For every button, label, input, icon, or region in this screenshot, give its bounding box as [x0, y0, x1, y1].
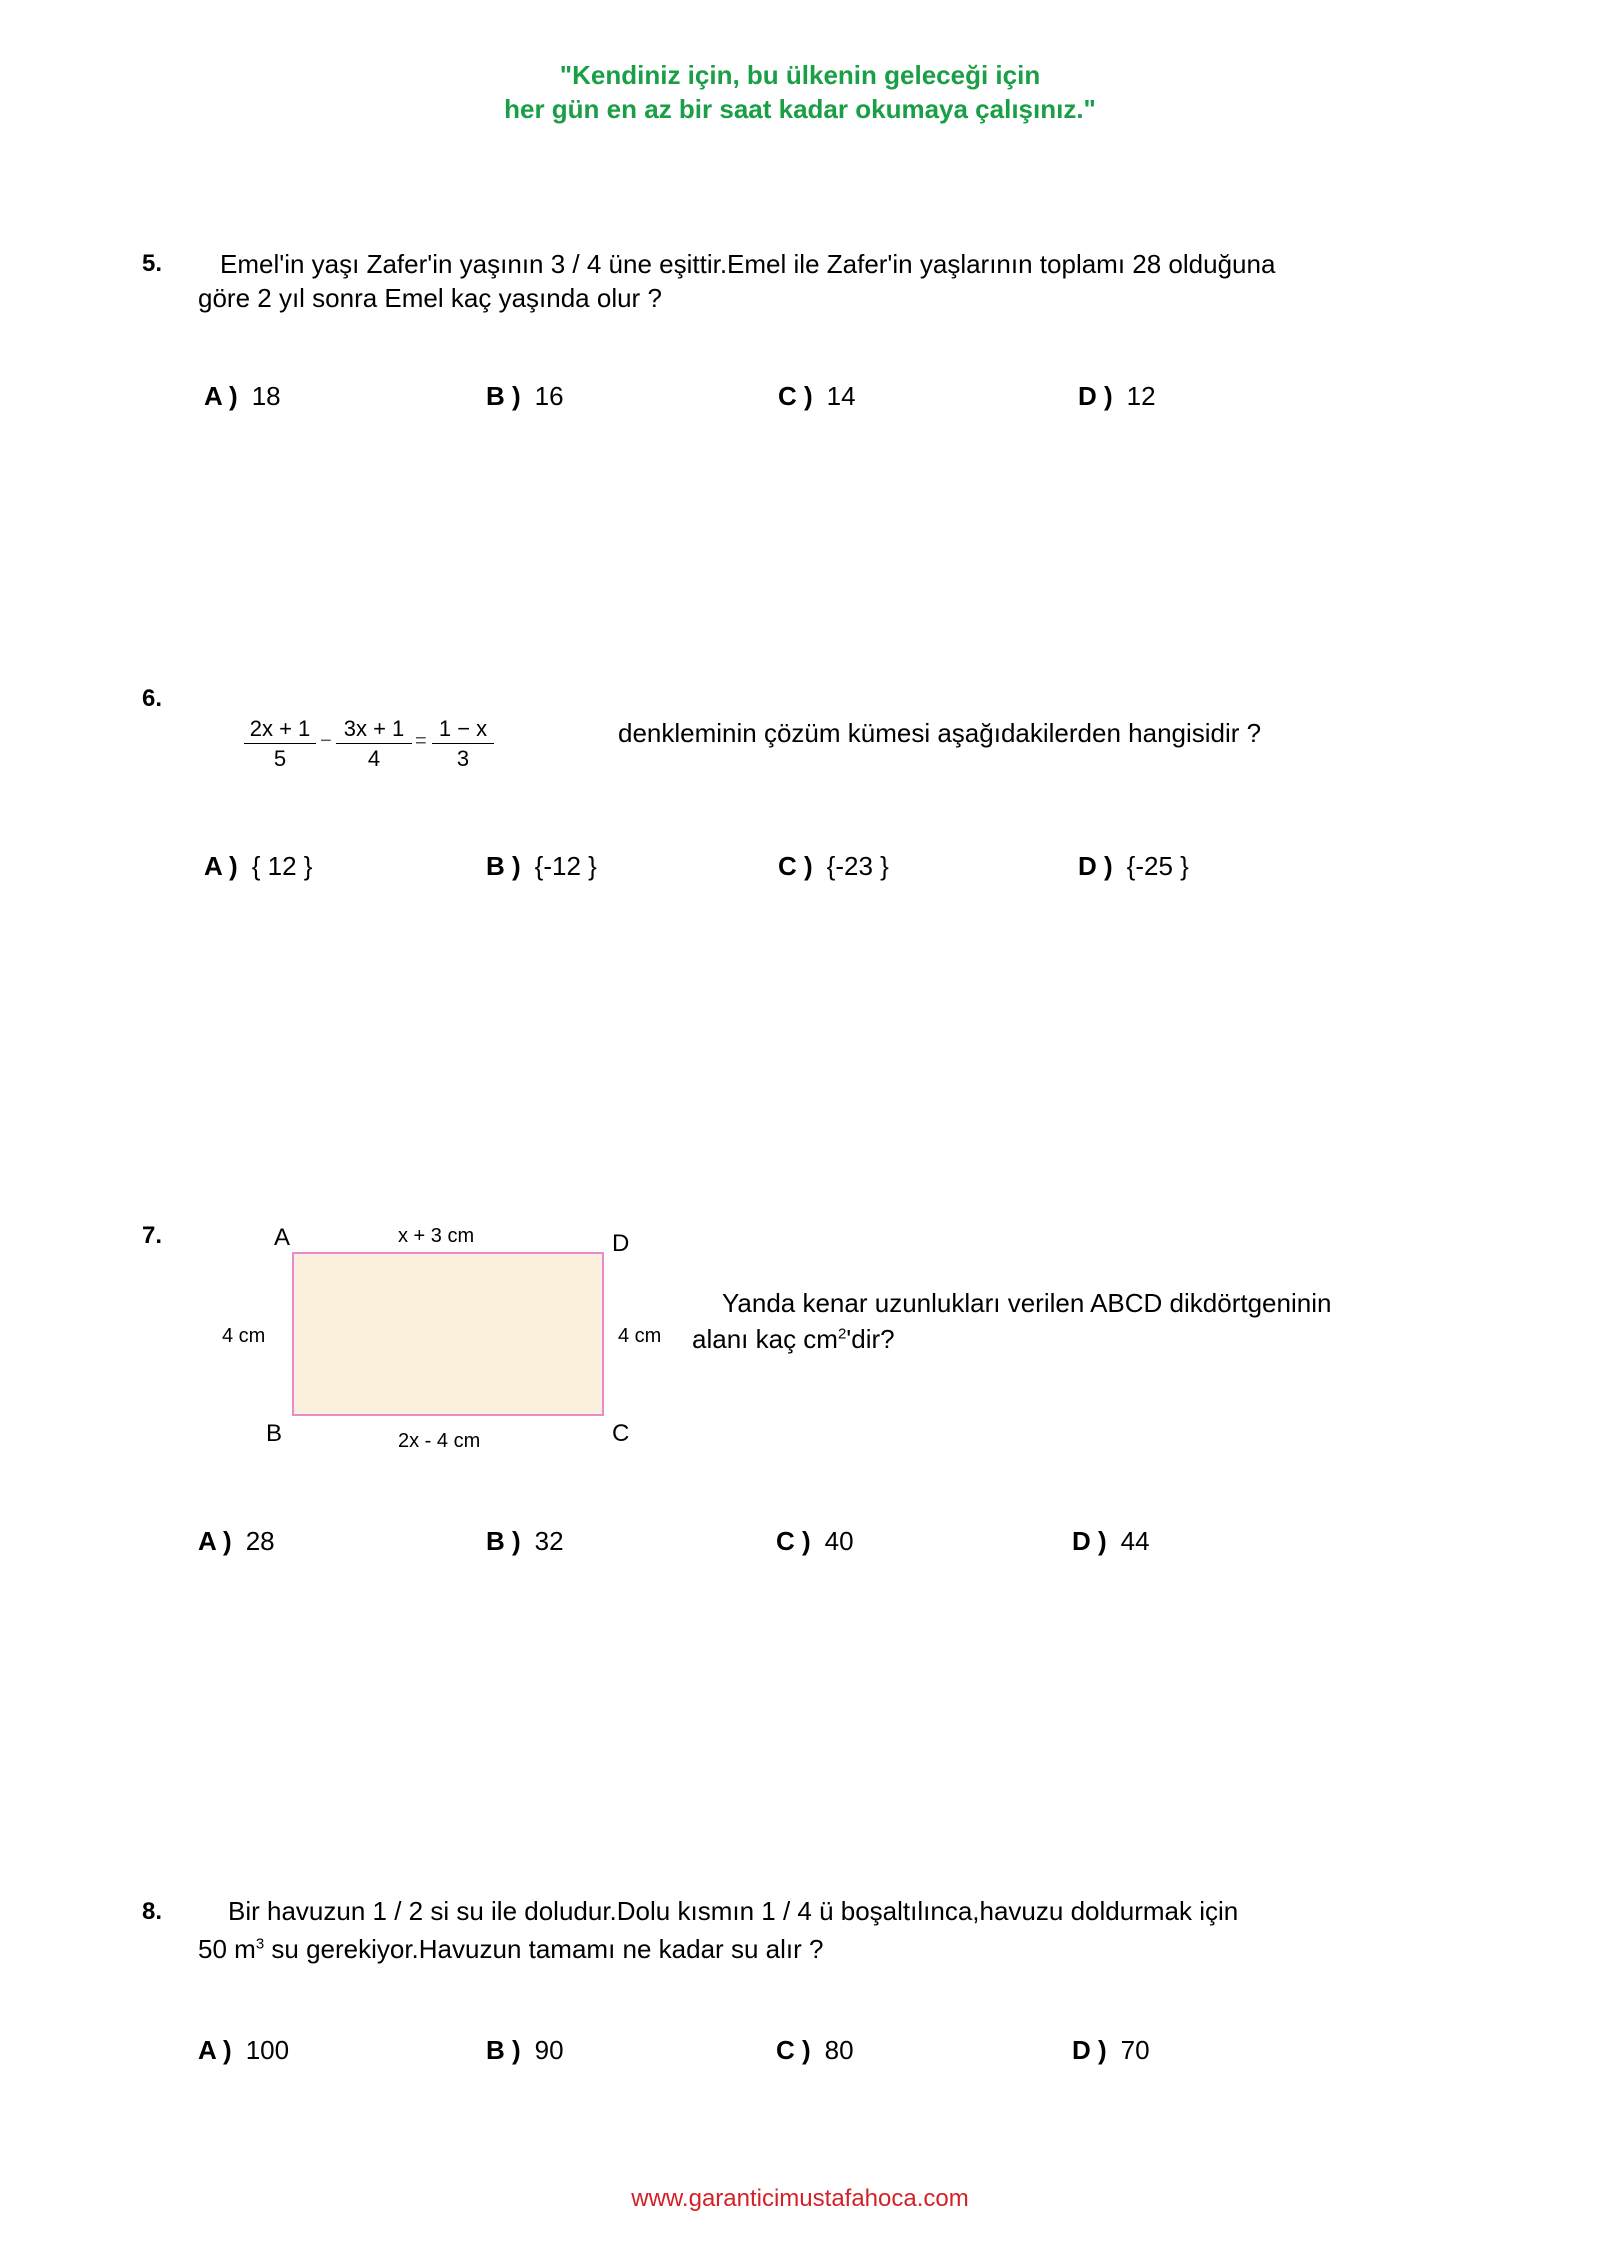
- option-value: 80: [824, 2035, 854, 2065]
- option-a[interactable]: [204, 851, 312, 882]
- option-value: 44: [1120, 1526, 1150, 1556]
- right-side-label: 4 cm: [618, 1325, 662, 1347]
- top-side-label: x + 3 cm: [398, 1225, 475, 1247]
- option-label: A ): [198, 1526, 232, 1556]
- equals-operator: =: [415, 730, 427, 752]
- vertex-b-label: B: [266, 1420, 283, 1447]
- question-text-line-2: [692, 1322, 895, 1356]
- question-text-line-2: [198, 1932, 823, 1966]
- question-text-line-1: Bir havuzun 1 / 2 si su ile doludur.Dolu kısmın 1 / 4 ü boşaltılınca,havuzu doldurmak için: [228, 1896, 1239, 1926]
- option-value: 12: [1126, 381, 1156, 411]
- option-label: D ): [1078, 381, 1113, 411]
- option-value: 14: [826, 381, 856, 411]
- option-label: B ): [486, 381, 521, 411]
- option-value: 16: [534, 381, 564, 411]
- option-value: 40: [824, 1526, 854, 1556]
- left-side-label: 4 cm: [222, 1325, 266, 1347]
- minus-operator: −: [320, 730, 332, 752]
- option-d[interactable]: [1078, 381, 1156, 412]
- question-number: 8.: [142, 1898, 163, 1925]
- fraction-denominator: 3: [456, 746, 470, 771]
- option-c[interactable]: [776, 2035, 854, 2066]
- option-a[interactable]: [198, 1526, 275, 1557]
- question-number: 7.: [142, 1222, 163, 1249]
- option-value: { 12 }: [251, 851, 313, 881]
- option-label: C ): [776, 1526, 811, 1556]
- question-text-line-1: Emel'in yaşı Zafer'in yaşının 3 / 4 üne eşittir.Emel ile Zafer'in yaşlarının toplamı 28 olduğuna: [220, 249, 1276, 279]
- option-d[interactable]: [1072, 1526, 1150, 1557]
- option-value: {-12 }: [534, 851, 597, 881]
- option-label: B ): [486, 851, 521, 881]
- header-line-1: "Kendiniz için, bu ülkenin geleceği için: [559, 60, 1041, 90]
- option-label: D ): [1072, 1526, 1107, 1556]
- option-label: A ): [198, 2035, 232, 2065]
- text-part: 50 m: [198, 1934, 256, 1964]
- rectangle-abcd: [292, 1252, 604, 1416]
- option-b[interactable]: [486, 851, 597, 882]
- option-value: {-25 }: [1126, 851, 1189, 881]
- superscript: 2: [837, 1325, 847, 1343]
- option-c[interactable]: [776, 1526, 854, 1557]
- option-value: 70: [1120, 2035, 1150, 2065]
- option-b[interactable]: [486, 2035, 564, 2066]
- fraction-1: [244, 715, 316, 774]
- fraction-numerator: 2x + 1: [244, 715, 316, 744]
- question-number: 6.: [142, 685, 163, 712]
- superscript: 3: [255, 1935, 265, 1953]
- option-value: 32: [534, 1526, 564, 1556]
- vertex-c-label: C: [612, 1420, 630, 1447]
- footer-url[interactable]: www.garanticimustafahoca.com: [631, 2185, 969, 2212]
- fraction-numerator: 3x + 1: [336, 715, 412, 744]
- question-number: 5.: [142, 250, 163, 277]
- vertex-d-label: D: [612, 1230, 630, 1257]
- option-value: 90: [534, 2035, 564, 2065]
- fraction-3: [432, 715, 494, 774]
- question-text-line-1: Yanda kenar uzunlukları verilen ABCD dikdörtgeninin: [722, 1288, 1332, 1318]
- option-label: B ): [486, 2035, 521, 2065]
- text-part: alanı kaç cm: [692, 1324, 838, 1354]
- header-line-2: her gün en az bir saat kadar okumaya çalışınız.": [504, 94, 1096, 124]
- option-label: C ): [776, 2035, 811, 2065]
- option-value: 100: [245, 2035, 290, 2065]
- option-label: A ): [204, 381, 238, 411]
- option-a[interactable]: [204, 381, 281, 412]
- option-value: 28: [245, 1526, 275, 1556]
- option-label: B ): [486, 1526, 521, 1556]
- text-part: 'dir?: [846, 1324, 895, 1354]
- question-text-line-2: göre 2 yıl sonra Emel kaç yaşında olur ?: [198, 283, 662, 313]
- option-b[interactable]: [486, 1526, 564, 1557]
- option-a[interactable]: [198, 2035, 289, 2066]
- option-label: D ): [1078, 851, 1113, 881]
- header-quote: [0, 58, 1600, 126]
- fraction-denominator: 4: [367, 746, 381, 771]
- option-label: C ): [778, 851, 813, 881]
- option-label: D ): [1072, 2035, 1107, 2065]
- option-value: {-23 }: [826, 851, 889, 881]
- option-label: A ): [204, 851, 238, 881]
- option-d[interactable]: [1078, 851, 1189, 882]
- bottom-side-label: 2x - 4 cm: [398, 1430, 481, 1452]
- question-text: denkleminin çözüm kümesi aşağıdakilerden hangisidir ?: [618, 718, 1262, 748]
- fraction-numerator: 1 − x: [432, 715, 494, 744]
- vertex-a-label: A: [274, 1224, 291, 1251]
- option-d[interactable]: [1072, 2035, 1150, 2066]
- option-c[interactable]: [778, 851, 889, 882]
- option-value: 18: [251, 381, 281, 411]
- fraction-2: [336, 715, 412, 774]
- fraction-denominator: 5: [273, 746, 287, 771]
- text-part: su gerekiyor.Havuzun tamamı ne kadar su alır ?: [264, 1934, 824, 1964]
- option-c[interactable]: [778, 381, 856, 412]
- option-b[interactable]: [486, 381, 564, 412]
- option-label: C ): [778, 381, 813, 411]
